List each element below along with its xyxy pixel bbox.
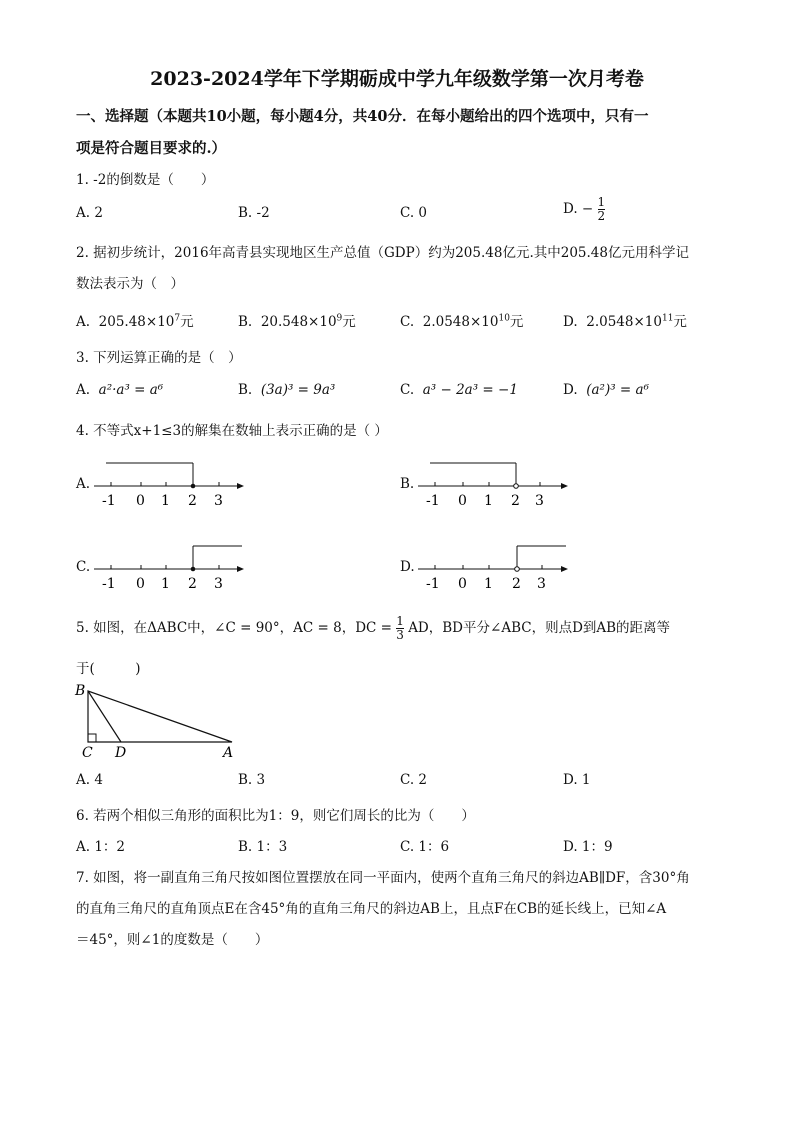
q2-stem-line2: 数法表示为（ ）	[76, 276, 184, 292]
svg-text:D: D	[115, 745, 127, 761]
q2-stem-line1: 2. 据初步统计，2016年高青县实现地区生产总值（GDP）约为205.48亿元.其中205.48亿元用科学记	[76, 245, 689, 261]
q2-option-c: C. $2.0548\times 10^{10}$元	[400, 313, 524, 330]
svg-text:A: A	[223, 745, 234, 761]
q5-option-c: C. 2	[400, 772, 428, 788]
q1-option-a: A. 2	[76, 205, 103, 221]
svg-text:0: 0	[136, 576, 145, 591]
svg-text:-1: -1	[102, 576, 116, 591]
q5-option-a: A. 4	[76, 772, 103, 788]
q2-option-d: D. $2.0548\times 10^{11}$元	[563, 313, 687, 330]
q6-option-b: B. 1：3	[238, 839, 288, 855]
q5-option-b: B. 3	[238, 772, 266, 788]
svg-text:0: 0	[458, 493, 467, 508]
svg-text:1: 1	[161, 576, 170, 591]
svg-text:3: 3	[214, 576, 223, 591]
q6-stem: 6. 若两个相似三角形的面积比为1：9，则它们周长的比为（ ）	[76, 808, 475, 824]
q4-option-c-label: C.	[76, 559, 91, 575]
svg-text:-1: -1	[426, 493, 440, 508]
q7-stem-line1: 7. 如图，将一副直角三角尺按如图位置摆放在同一平面内，使两个直角三角尺的斜边AB∥DF，含30°角	[76, 870, 690, 886]
svg-text:2: 2	[511, 493, 520, 508]
q3-stem: 3. 下列运算正确的是（ ）	[76, 350, 242, 366]
q5-stem-line1: 5. 如图，在ΔABC中，∠C = 90°，AC = 8，DC = $\frac{1}{3}$ AD，BD平分∠ABC，则点D到AB的距离等	[76, 614, 671, 642]
q3-option-a: A. a²·a³ = a⁶	[76, 382, 164, 398]
q4-numberline-a	[92, 458, 252, 508]
q5-stem-line2: 于( )	[76, 661, 141, 677]
q7-stem-line3: ＝45°，则∠1的度数是（ ）	[76, 932, 269, 948]
svg-text:-1: -1	[102, 493, 116, 508]
q4-numberline-b	[416, 458, 576, 508]
section-heading-line1: 一、选择题（本题共10小题，每小题4分，共40分．在每小题给出的四个选项中，只有一	[76, 108, 649, 125]
q5-option-d: D. 1	[563, 772, 591, 788]
svg-text:B: B	[75, 683, 86, 699]
q1-option-d-fraction: $\frac{1}{2}$	[597, 195, 606, 223]
q1-option-c: C. 0	[400, 205, 428, 221]
q4-option-a-label: A.	[76, 476, 91, 492]
q2-option-a: A. $205.48\times 10^7$元	[76, 313, 194, 330]
page-title: 2023-2024学年下学期砺成中学九年级数学第一次月考卷	[150, 68, 644, 90]
q6-option-d: D. 1：9	[563, 839, 613, 855]
svg-text:2: 2	[512, 576, 521, 591]
q5-triangle-figure	[74, 680, 244, 762]
section-heading-line2: 项是符合题目要求的.）	[76, 140, 227, 157]
q3-option-c: C. a³ − 2a³ = −1	[400, 382, 518, 398]
q5-fraction: $\frac{1}{3}$	[396, 614, 404, 642]
q3-option-d: D. (a²)³ = a⁶	[563, 382, 649, 398]
svg-text:3: 3	[214, 493, 223, 508]
svg-text:3: 3	[535, 493, 544, 508]
svg-text:C: C	[82, 745, 93, 761]
svg-text:2: 2	[188, 576, 197, 591]
q4-stem: 4. 不等式x+1≤3的解集在数轴上表示正确的是（ ）	[76, 423, 388, 439]
q1-option-d	[563, 196, 605, 223]
svg-text:2: 2	[188, 493, 197, 508]
q4-numberline-c	[92, 541, 252, 591]
q1-stem: 1. -2的倒数是（ ）	[76, 172, 215, 188]
q4-option-b-label: B.	[400, 476, 415, 492]
q3-option-b: B. (3a)³ = 9a³	[238, 382, 336, 398]
svg-text:1: 1	[161, 493, 170, 508]
q6-option-a: A. 1：2	[76, 839, 126, 855]
svg-text:1: 1	[484, 493, 493, 508]
svg-text:1: 1	[484, 576, 493, 591]
svg-text:3: 3	[537, 576, 546, 591]
q2-option-b: B. $20.548\times 10^9$元	[238, 313, 356, 330]
svg-text:0: 0	[136, 493, 145, 508]
q6-option-c: C. 1：6	[400, 839, 450, 855]
svg-text:0: 0	[458, 576, 467, 591]
q4-numberline-d	[416, 541, 576, 591]
q4-option-d-label: D.	[400, 559, 415, 575]
q1-option-b: B. -2	[238, 205, 270, 221]
svg-text:-1: -1	[426, 576, 440, 591]
q1-option-d-label: D. −	[563, 201, 594, 217]
q7-stem-line2: 的直角三角尺的直角顶点E在含45°角的直角三角尺的斜边AB上，且点F在CB的延长线上，已知∠A	[76, 901, 667, 917]
